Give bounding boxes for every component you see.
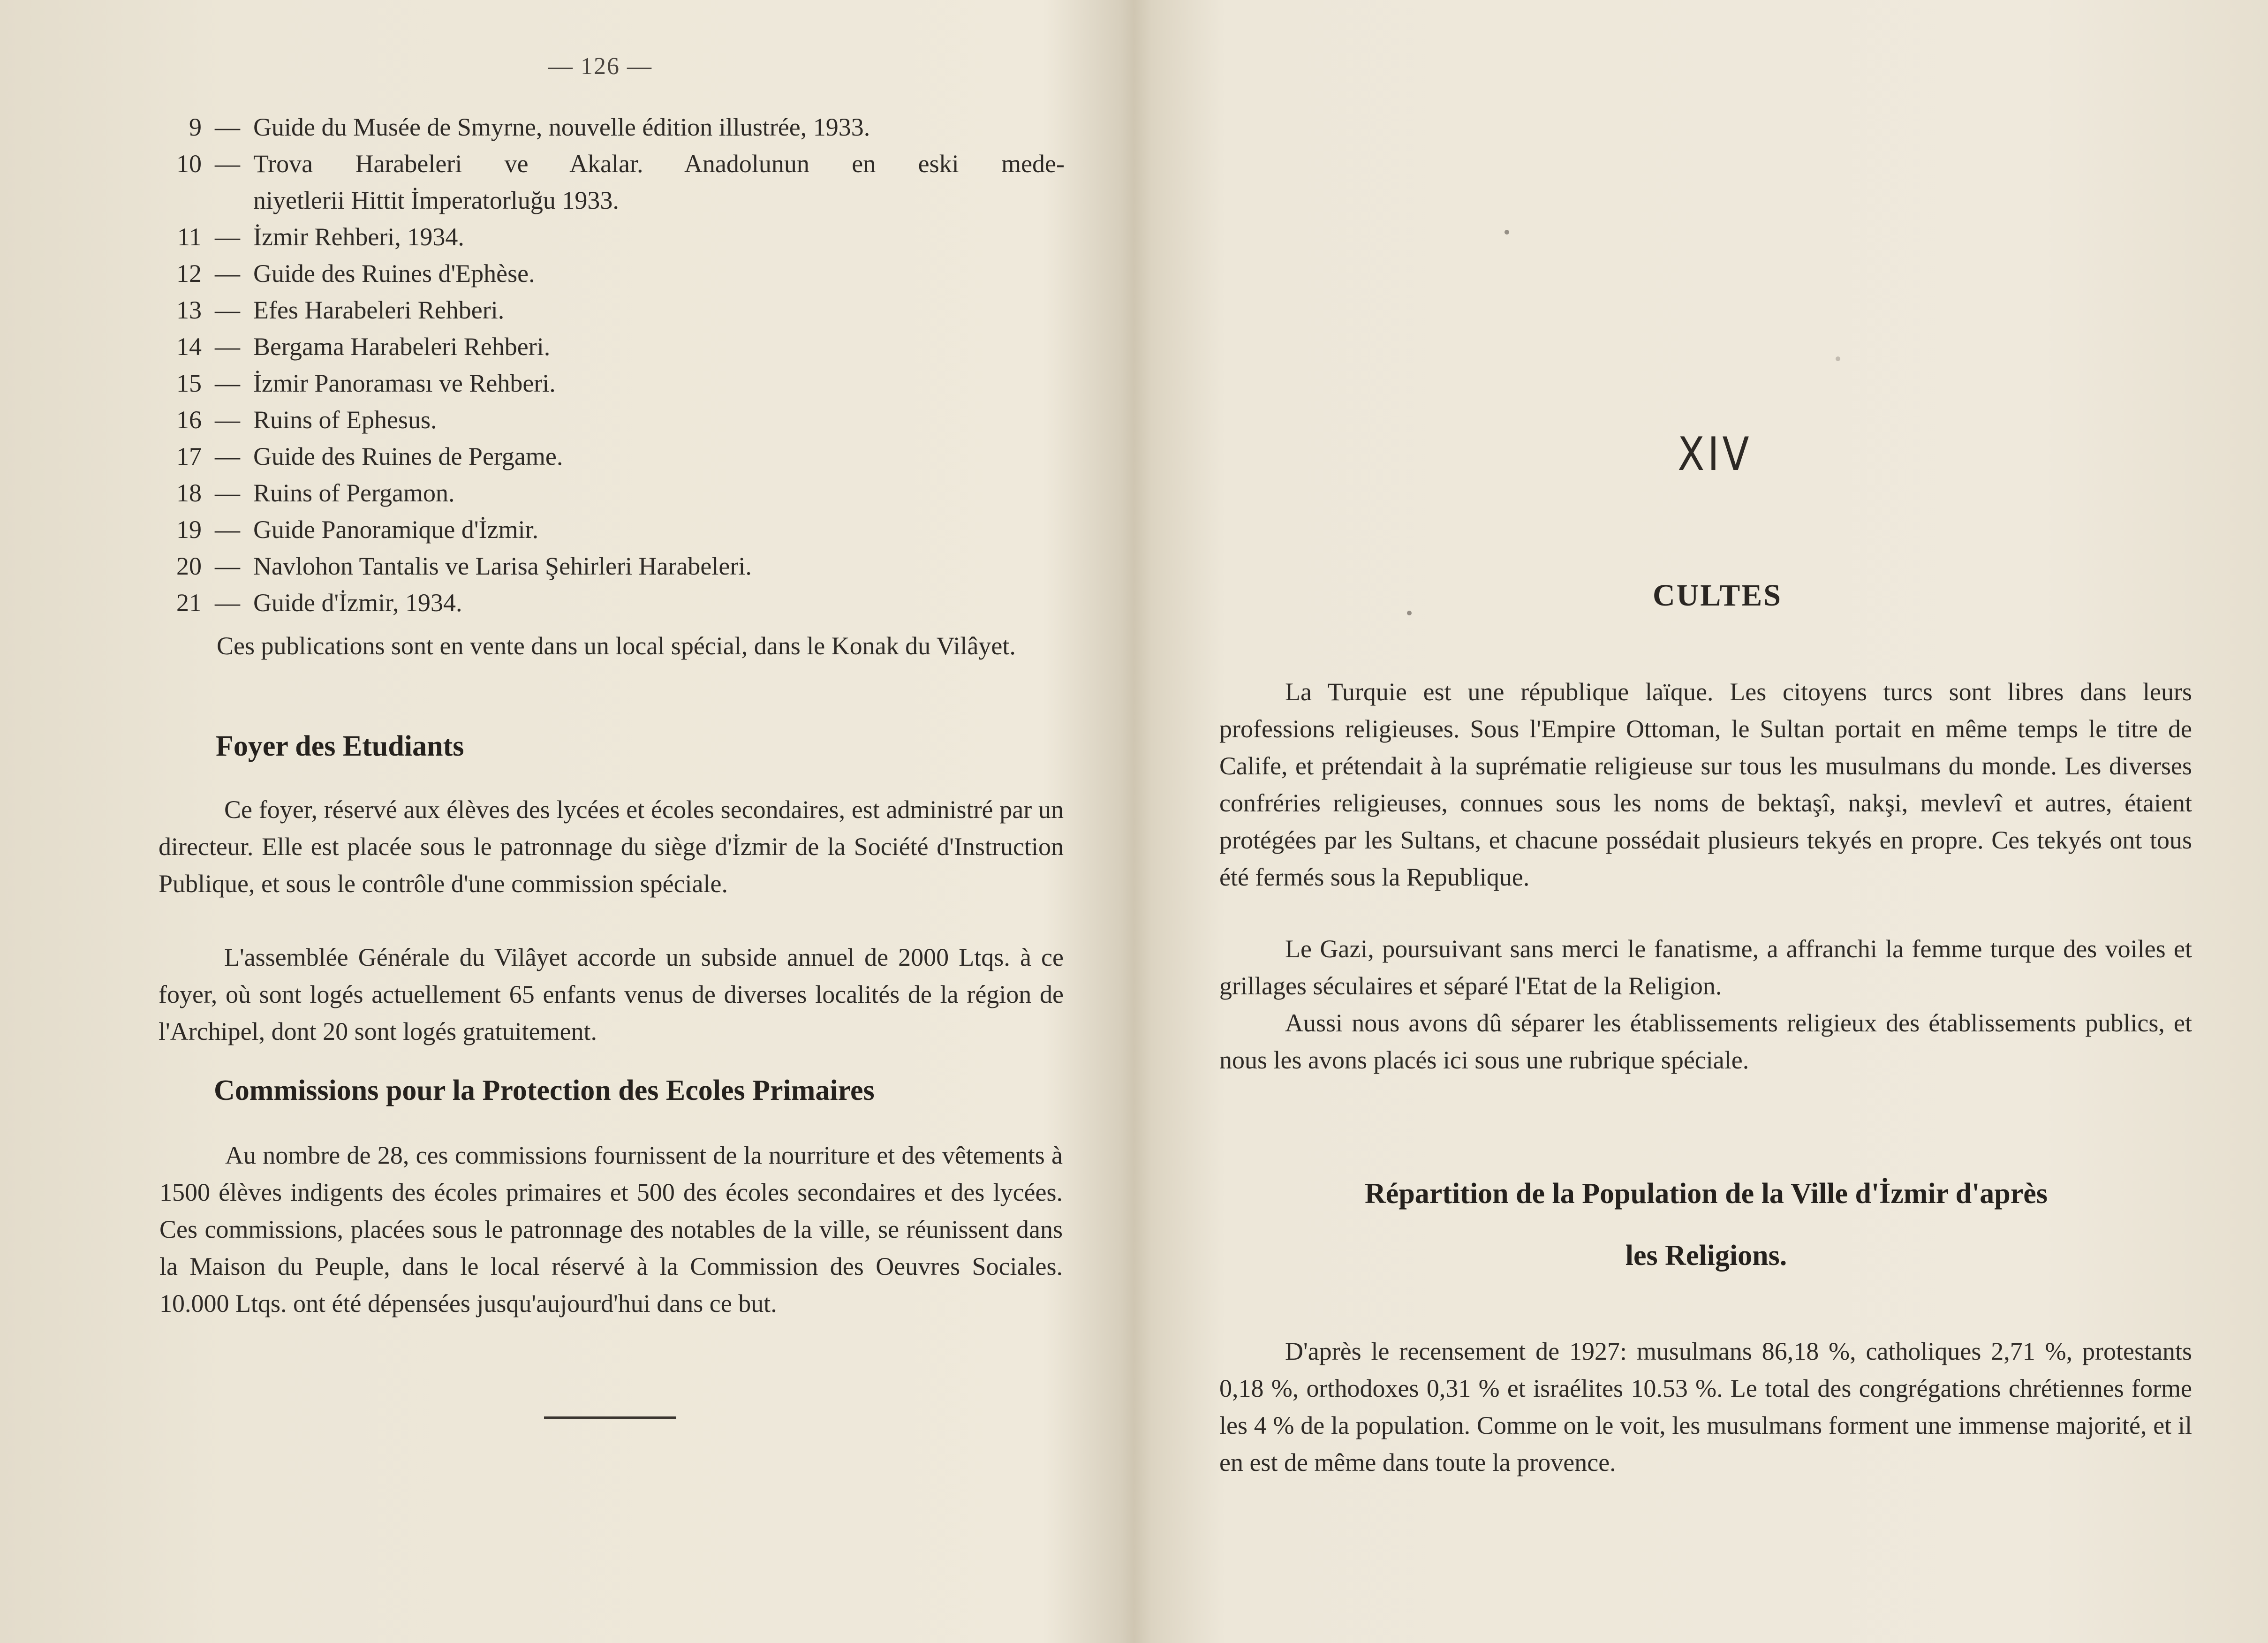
item-dash: —: [215, 223, 240, 251]
body-paragraph: Le Gazi, poursuivant sans merci le fanatisme, a affranchi la femme turque des voiles et grillages séculaires et séparé l'Etat de la Religion.: [1219, 935, 2192, 1000]
item-text: Guide des Ruines de Pergame.: [253, 442, 563, 470]
population-paragraph: D'après le recensement de 1927: musulmans 86,18 %, catholiques 2,71 %, protestants 0,18 %, orthodoxes 0,31 % et israélites 10.53 %. Le total des congrégations chrétiennes forme les 4 % de la population. Comme on le voit, les musulmans forment une immense majorité, et il en est de même dans toute la provence.: [1219, 1337, 2192, 1476]
list-item: [145, 475, 1065, 511]
item-text: [253, 145, 1065, 182]
item-text: İzmir Panoraması ve Rehberi.: [253, 369, 556, 397]
list-item: [145, 328, 1065, 365]
item-dash: —: [215, 150, 240, 178]
list-item: [145, 145, 1065, 182]
item-dash: —: [215, 589, 240, 617]
item-dash: —: [215, 259, 240, 288]
item-dash: —: [215, 406, 240, 434]
list-item: [145, 548, 1065, 584]
foyer-title: Foyer des Etudiants: [216, 730, 464, 762]
commissions-paragraph: Au nombre de 28, ces commissions fournissent de la nourriture et des vêtements à 1500 élèves indigents des écoles primaires et 500 des écoles secondaires et des lycées. Ces commissions, placées sous le patronnage des notables de la ville, se réunissent dans la Maison du Peuple, dans le local réservé à la Commission des Oeuvres Sociales. 10.000 Ltqs. ont été dépensées jusqu'aujourd'hui dans ce but.: [159, 1141, 1063, 1317]
publication-list: [145, 109, 1065, 621]
section-title-line-1: Répartition de la Population de la Ville d'İzmir d'après: [1365, 1178, 2048, 1210]
item-text: Guide des Ruines d'Ephèse.: [253, 259, 535, 288]
item-dash: —: [215, 442, 240, 470]
item-number: 20: [176, 552, 202, 580]
paper-speck: [1407, 611, 1412, 615]
item-number: 15: [176, 369, 202, 397]
list-item: [145, 292, 1065, 328]
list-item: [145, 109, 1065, 145]
item-number: 18: [176, 479, 202, 507]
chapter-number: XIV: [1678, 428, 1753, 481]
item-dash: —: [215, 552, 240, 580]
list-item: [145, 365, 1065, 401]
list-item: [145, 438, 1065, 475]
page-number: — 126 —: [548, 53, 652, 80]
item-text: Bergama Harabeleri Rehberi.: [253, 333, 551, 361]
item-text: Ruins of Pergamon.: [253, 479, 455, 507]
paper-speck: [1504, 230, 1509, 235]
item-text: Guide Panoramique d'İzmir.: [253, 515, 539, 544]
item-number: 16: [176, 406, 202, 434]
list-item: [145, 511, 1065, 548]
item-number: 10: [176, 150, 202, 178]
item-text: İzmir Rehberi, 1934.: [253, 223, 464, 251]
item-number: 17: [176, 442, 202, 470]
item-dash: —: [215, 296, 240, 324]
item-number: 12: [176, 259, 202, 288]
list-item: [145, 255, 1065, 292]
foyer-paragraph: L'assemblée Générale du Vilâyet accorde un subside annuel de 2000 Ltqs. à ce foyer, où sont logés actuellement 65 enfants venus de diverses localités de la région de l'Archipel, dont 20 sont logés gratuitement.: [159, 943, 1064, 1045]
body-paragraph: La Turquie est une république laïque. Les citoyens turcs sont libres dans leurs professions religieuses. Sous l'Empire Ottoman, le Sultan portait en même temps le titre de Calife, et prétendait à la suprématie religieuse sur tous les musulmans du monde. Les diverses confréries religieuses, connues sous les noms de bektaşî, nakşi, mevlevî et autres, étaient protégées par les Sultans, et chacune possédait plusieurs tekyés en propre. Ces tekyés ont tous été fermés sous la Republique.: [1219, 678, 2192, 891]
right-page: [1134, 0, 2268, 1643]
item-dash: —: [215, 369, 240, 397]
list-item-continuation: [145, 182, 1065, 219]
body-paragraph: Aussi nous avons dû séparer les établissements religieux des établissements publics, et nous les avons placés ici sous une rubrique spéciale.: [1219, 1009, 2192, 1074]
item-number: 11: [177, 223, 202, 251]
item-text-line: Trova Harabeleri ve Akalar. Anadolunun en eski mede-: [253, 150, 1065, 178]
item-dash: —: [215, 479, 240, 507]
item-text: Ruins of Ephesus.: [253, 406, 437, 434]
item-text: Guide du Musée de Smyrne, nouvelle édition illustrée, 1933.: [253, 113, 870, 141]
item-text: Navlohon Tantalis ve Larisa Şehirleri Harabeleri.: [253, 552, 752, 580]
item-dash: —: [215, 113, 240, 141]
item-continuation: niyetlerii Hittit İmperatorluğu 1933.: [253, 186, 619, 214]
item-text: Efes Harabeleri Rehberi.: [253, 296, 505, 324]
item-dash: —: [215, 515, 240, 544]
foyer-paragraph: Ce foyer, réservé aux élèves des lycées et écoles secondaires, est administré par un directeur. Elle est placée sous le patronnage du siège d'İzmir de la Société d'Instruction Publique, et sous le contrôle d'une commission spéciale.: [159, 795, 1064, 898]
item-number: 13: [176, 296, 202, 324]
item-number: 9: [189, 113, 202, 141]
closing-rule: [544, 1416, 676, 1419]
publications-note: Ces publications sont en vente dans un local spécial, dans le Konak du Vilâyet.: [217, 632, 1016, 660]
commissions-title: Commissions pour la Protection des Ecoles Primaires: [214, 1075, 875, 1106]
item-text: Guide d'İzmir, 1934.: [253, 589, 462, 617]
list-item: [145, 219, 1065, 255]
item-number: 21: [176, 589, 202, 617]
item-number: 19: [176, 515, 202, 544]
list-item: [145, 401, 1065, 438]
item-dash: —: [215, 333, 240, 361]
section-title-line-2: les Religions.: [1625, 1240, 1787, 1272]
item-number: 14: [176, 333, 202, 361]
paper-speck: [1836, 356, 1840, 361]
list-item: [145, 584, 1065, 621]
chapter-title: CULTES: [1652, 578, 1783, 613]
